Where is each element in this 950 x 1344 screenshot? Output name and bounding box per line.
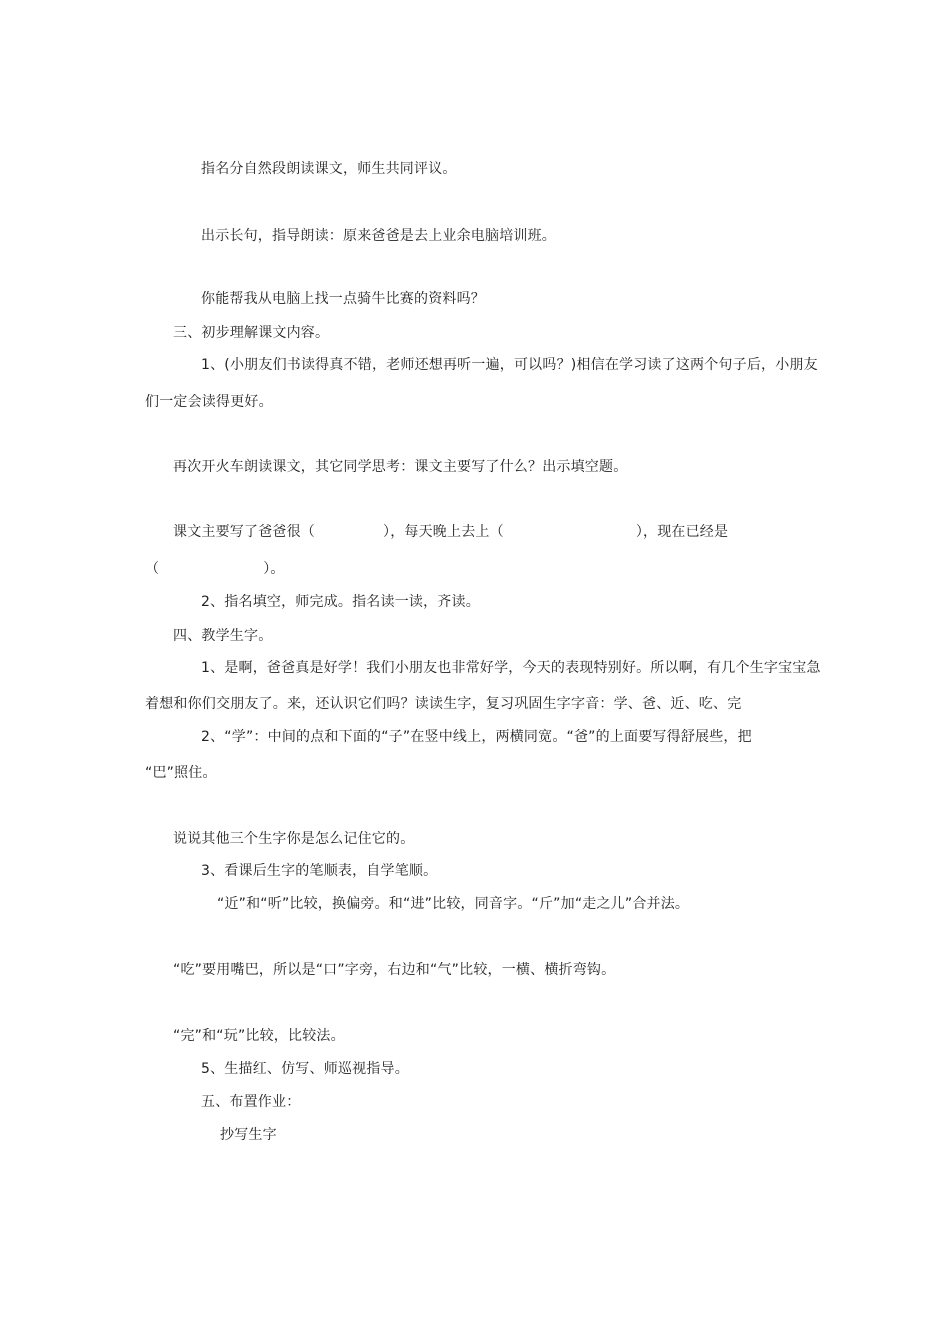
paragraph-item-1b-line1: 1、是啊，爸爸真是好学！我们小朋友也非常好学，今天的表现特别好。所以啊，有几个生字宝宝急 (201, 660, 821, 676)
fill-blank-text-1: 课文主要写了爸爸很（ (173, 524, 315, 540)
fill-blank-text-5: ）。 (263, 561, 285, 577)
paragraph-compare-wan: “完”和“玩”比较，比较法。 (173, 1028, 345, 1044)
paragraph-item-2b-line1: 2、“学”：中间的点和下面的“子”在竖中线上，两横同宽。“爸”的上面要写得舒展些，把 (201, 729, 752, 745)
paragraph-item-2b-line2: “巴”照住。 (145, 765, 217, 781)
paragraph-question: 你能帮我从电脑上找一点骑牛比赛的资料吗？ (201, 291, 485, 307)
fill-blank-line1 (173, 523, 728, 541)
paragraph-long-sentence: 出示长句，指导朗读：原来爸爸是去上业余电脑培训班。 (201, 228, 556, 244)
paragraph-item-1-line1: 1、(小朋友们书读得真不错，老师还想再听一遍，可以吗？)相信在学习读了这两个句子后，小朋友 (201, 357, 818, 373)
fill-blank-line2 (145, 560, 285, 578)
fill-blank-text-4: （ (145, 561, 160, 577)
paragraph-item-1b-line2: 着想和你们交朋友了。来，还认识它们吗？读读生字，复习巩固生字字音：学、爸、近、吃、完 (145, 696, 742, 712)
paragraph-item-1-line2: 们一定会读得更好。 (145, 394, 273, 410)
paragraph-item-3: 3、看课后生字的笔顺表，自学笔顺。 (201, 863, 438, 879)
paragraph-compare-jin: “近”和“听”比较，换偏旁。和“进”比较，同音字。“斤”加“走之儿”合并法。 (217, 896, 690, 912)
paragraph-train-reading: 再次开火车朗读课文，其它同学思考：课文主要写了什么？出示填空题。 (173, 459, 628, 475)
paragraph-homework: 抄写生字 (220, 1127, 277, 1143)
paragraph-compare-chi: “吃”要用嘴巴，所以是“口”字旁，右边和“气”比较，一横、横折弯钩。 (173, 962, 616, 978)
section-heading-4: 四、教学生字。 (173, 628, 273, 644)
fill-blank-text-3: ），现在已经是 (635, 524, 729, 540)
section-heading-3: 三、初步理解课文内容。 (173, 325, 330, 341)
paragraph-item-2: 2、指名填空，师完成。指名读一读，齐读。 (201, 594, 480, 610)
paragraph-read-by-section: 指名分自然段朗读课文，师生共同评议。 (201, 161, 457, 177)
paragraph-item-5: 5、生描红、仿写、师巡视指导。 (201, 1061, 409, 1077)
fill-blank-text-2: ），每天晚上去上（ (383, 524, 504, 540)
paragraph-remember: 说说其他三个生字你是怎么记住它的。 (173, 831, 415, 847)
section-heading-5: 五、布置作业： (201, 1094, 301, 1110)
